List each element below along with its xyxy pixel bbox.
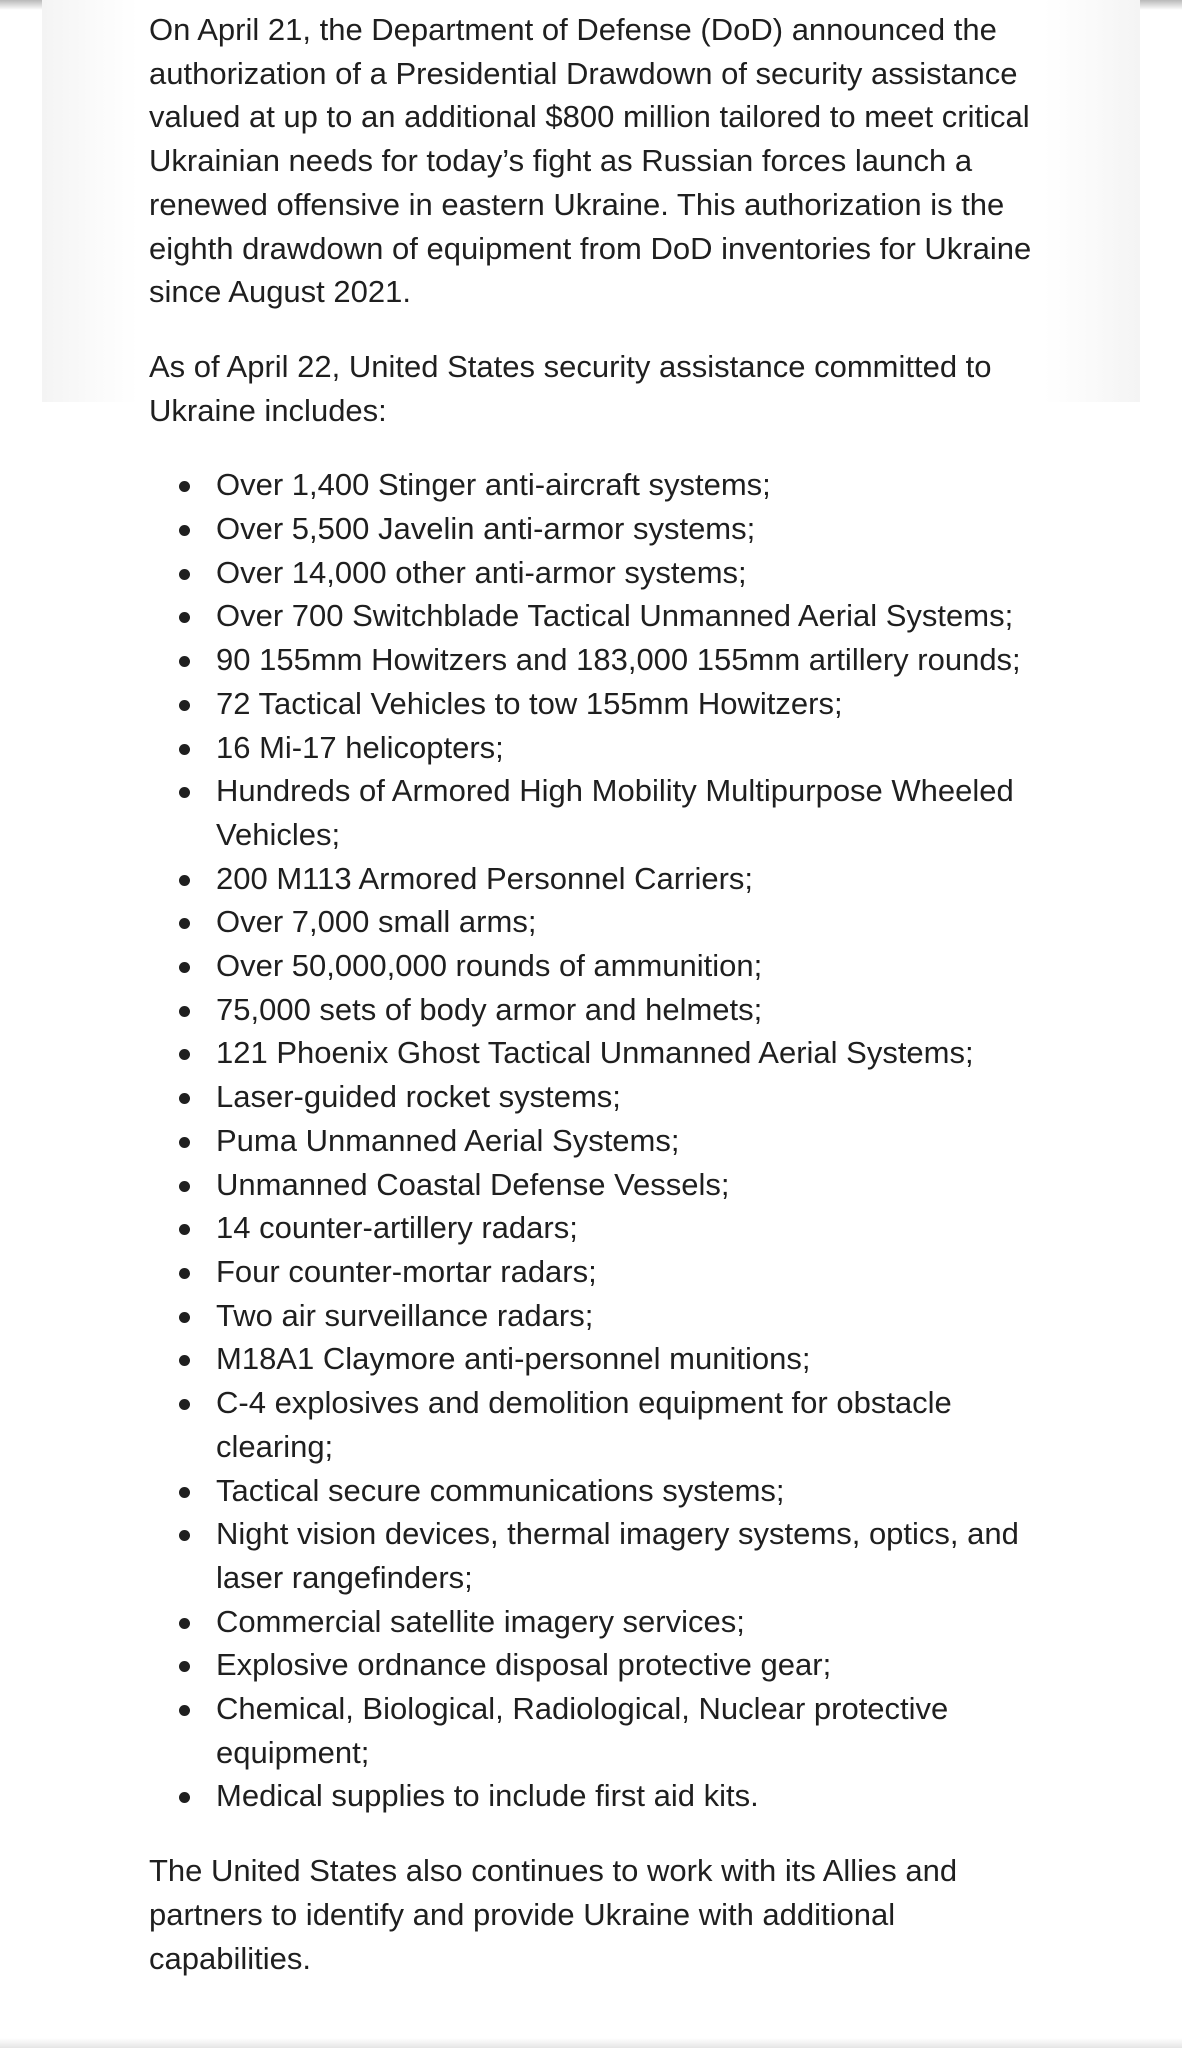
list-item bbox=[149, 769, 1049, 856]
list-item-text: Commercial satellite imagery services; bbox=[216, 1603, 745, 1639]
list-item-text: Puma Unmanned Aerial Systems; bbox=[216, 1122, 680, 1158]
list-item bbox=[149, 1600, 1049, 1644]
list-item-text: Over 700 Switchblade Tactical Unmanned Aerial Systems; bbox=[216, 598, 1014, 634]
bullet-icon bbox=[179, 1661, 190, 1672]
bullet-icon bbox=[179, 525, 190, 536]
list-item-text: 72 Tactical Vehicles to tow 155mm Howitzers; bbox=[216, 685, 843, 721]
bullet-icon bbox=[179, 875, 190, 886]
bullet-icon bbox=[179, 569, 190, 580]
bullet-icon bbox=[179, 1487, 190, 1498]
list-item-text: 75,000 sets of body armor and helmets; bbox=[216, 991, 763, 1027]
list-item-text: Explosive ordnance disposal protective gear; bbox=[216, 1647, 832, 1683]
bullet-icon bbox=[179, 1181, 190, 1192]
list-item bbox=[149, 1643, 1049, 1687]
list-item-text: Over 7,000 small arms; bbox=[216, 904, 537, 940]
bullet-icon bbox=[179, 656, 190, 667]
list-item-text: Chemical, Biological, Radiological, Nuclear protective equipment; bbox=[216, 1691, 949, 1770]
bullet-icon bbox=[179, 700, 190, 711]
list-item-text: 90 155mm Howitzers and 183,000 155mm artillery rounds; bbox=[216, 642, 1021, 678]
list-item bbox=[149, 1687, 1049, 1774]
list-item-text: Two air surveillance radars; bbox=[216, 1297, 594, 1333]
intro-paragraph: On April 21, the Department of Defense (DoD) announced the authorization of a Presidential Drawdown of security assistance valued at up to an additional $800 million tailored to meet critical Ukrainian needs for today’s fight as Russian forces launch a renewed offensive in eastern Ukraine. This authorization is the eighth drawdown of equipment from DoD inventories for Ukraine since August 2021. bbox=[149, 12, 1032, 310]
list-item-text: C-4 explosives and demolition equipment for obstacle clearing; bbox=[216, 1385, 952, 1464]
list-item bbox=[149, 507, 1049, 551]
list-item bbox=[149, 1075, 1049, 1119]
list-item bbox=[149, 1163, 1049, 1207]
list-item-text: Night vision devices, thermal imagery systems, optics, and laser rangefinders; bbox=[216, 1516, 1019, 1595]
list-item-text: Over 50,000,000 rounds of ammunition; bbox=[216, 948, 763, 984]
list-item bbox=[149, 594, 1049, 638]
assistance-list bbox=[149, 463, 1049, 1818]
list-item bbox=[149, 551, 1049, 595]
list-item-text: M18A1 Claymore anti-personnel munitions; bbox=[216, 1341, 811, 1377]
bullet-icon bbox=[179, 1355, 190, 1366]
list-item bbox=[149, 726, 1049, 770]
list-item-text: 121 Phoenix Ghost Tactical Unmanned Aerial Systems; bbox=[216, 1035, 974, 1071]
bullet-icon bbox=[179, 918, 190, 929]
list-item bbox=[149, 1469, 1049, 1513]
bullet-icon bbox=[179, 481, 190, 492]
bullet-icon bbox=[179, 1530, 190, 1541]
bullet-icon bbox=[179, 1399, 190, 1410]
bullet-icon bbox=[179, 1618, 190, 1629]
bullet-icon bbox=[179, 1137, 190, 1148]
bottom-edge-shade bbox=[0, 2038, 1182, 2048]
list-item-text: Over 14,000 other anti-armor systems; bbox=[216, 554, 747, 590]
list-item bbox=[149, 1250, 1049, 1294]
list-item-text: 200 M113 Armored Personnel Carriers; bbox=[216, 860, 754, 896]
list-item-text: Laser-guided rocket systems; bbox=[216, 1079, 621, 1115]
list-item-text: Tactical secure communications systems; bbox=[216, 1472, 785, 1508]
list-item-text: Over 5,500 Javelin anti-armor systems; bbox=[216, 511, 756, 547]
list-intro-paragraph: As of April 22, United States security assistance committed to Ukraine includes: bbox=[149, 348, 992, 428]
bullet-icon bbox=[179, 1093, 190, 1104]
bullet-icon bbox=[179, 612, 190, 623]
bullet-icon bbox=[179, 1268, 190, 1279]
list-item bbox=[149, 1294, 1049, 1338]
list-item-text: 16 Mi-17 helicopters; bbox=[216, 729, 504, 765]
list-item bbox=[149, 1206, 1049, 1250]
list-item bbox=[149, 682, 1049, 726]
bullet-icon bbox=[179, 1006, 190, 1017]
list-item bbox=[149, 1119, 1049, 1163]
list-item-text: 14 counter-artillery radars; bbox=[216, 1210, 578, 1246]
bullet-icon bbox=[179, 1792, 190, 1803]
list-item-text: Unmanned Coastal Defense Vessels; bbox=[216, 1166, 730, 1202]
list-item bbox=[149, 1031, 1049, 1075]
bullet-icon bbox=[179, 1312, 190, 1323]
list-item bbox=[149, 1512, 1049, 1599]
list-item-text: Medical supplies to include first aid kits. bbox=[216, 1778, 759, 1814]
article-body bbox=[149, 8, 1049, 1980]
list-item bbox=[149, 988, 1049, 1032]
list-item-text: Four counter-mortar radars; bbox=[216, 1253, 597, 1289]
list-item-text: Over 1,400 Stinger anti-aircraft systems; bbox=[216, 467, 771, 503]
bullet-icon bbox=[179, 744, 190, 755]
list-item bbox=[149, 944, 1049, 988]
closing-paragraph: The United States also continues to work with its Allies and partners to identify and provide Ukraine with additional capabilities. bbox=[149, 1853, 958, 1976]
list-item bbox=[149, 463, 1049, 507]
list-item bbox=[149, 1381, 1049, 1468]
list-item-text: Hundreds of Armored High Mobility Multipurpose Wheeled Vehicles; bbox=[216, 773, 1014, 852]
list-item bbox=[149, 638, 1049, 682]
bullet-icon bbox=[179, 1705, 190, 1716]
bullet-icon bbox=[179, 1049, 190, 1060]
bullet-icon bbox=[179, 962, 190, 973]
bullet-icon bbox=[179, 1224, 190, 1235]
bullet-icon bbox=[179, 787, 190, 798]
list-item bbox=[149, 857, 1049, 901]
list-item bbox=[149, 900, 1049, 944]
list-item bbox=[149, 1337, 1049, 1381]
list-item bbox=[149, 1774, 1049, 1818]
